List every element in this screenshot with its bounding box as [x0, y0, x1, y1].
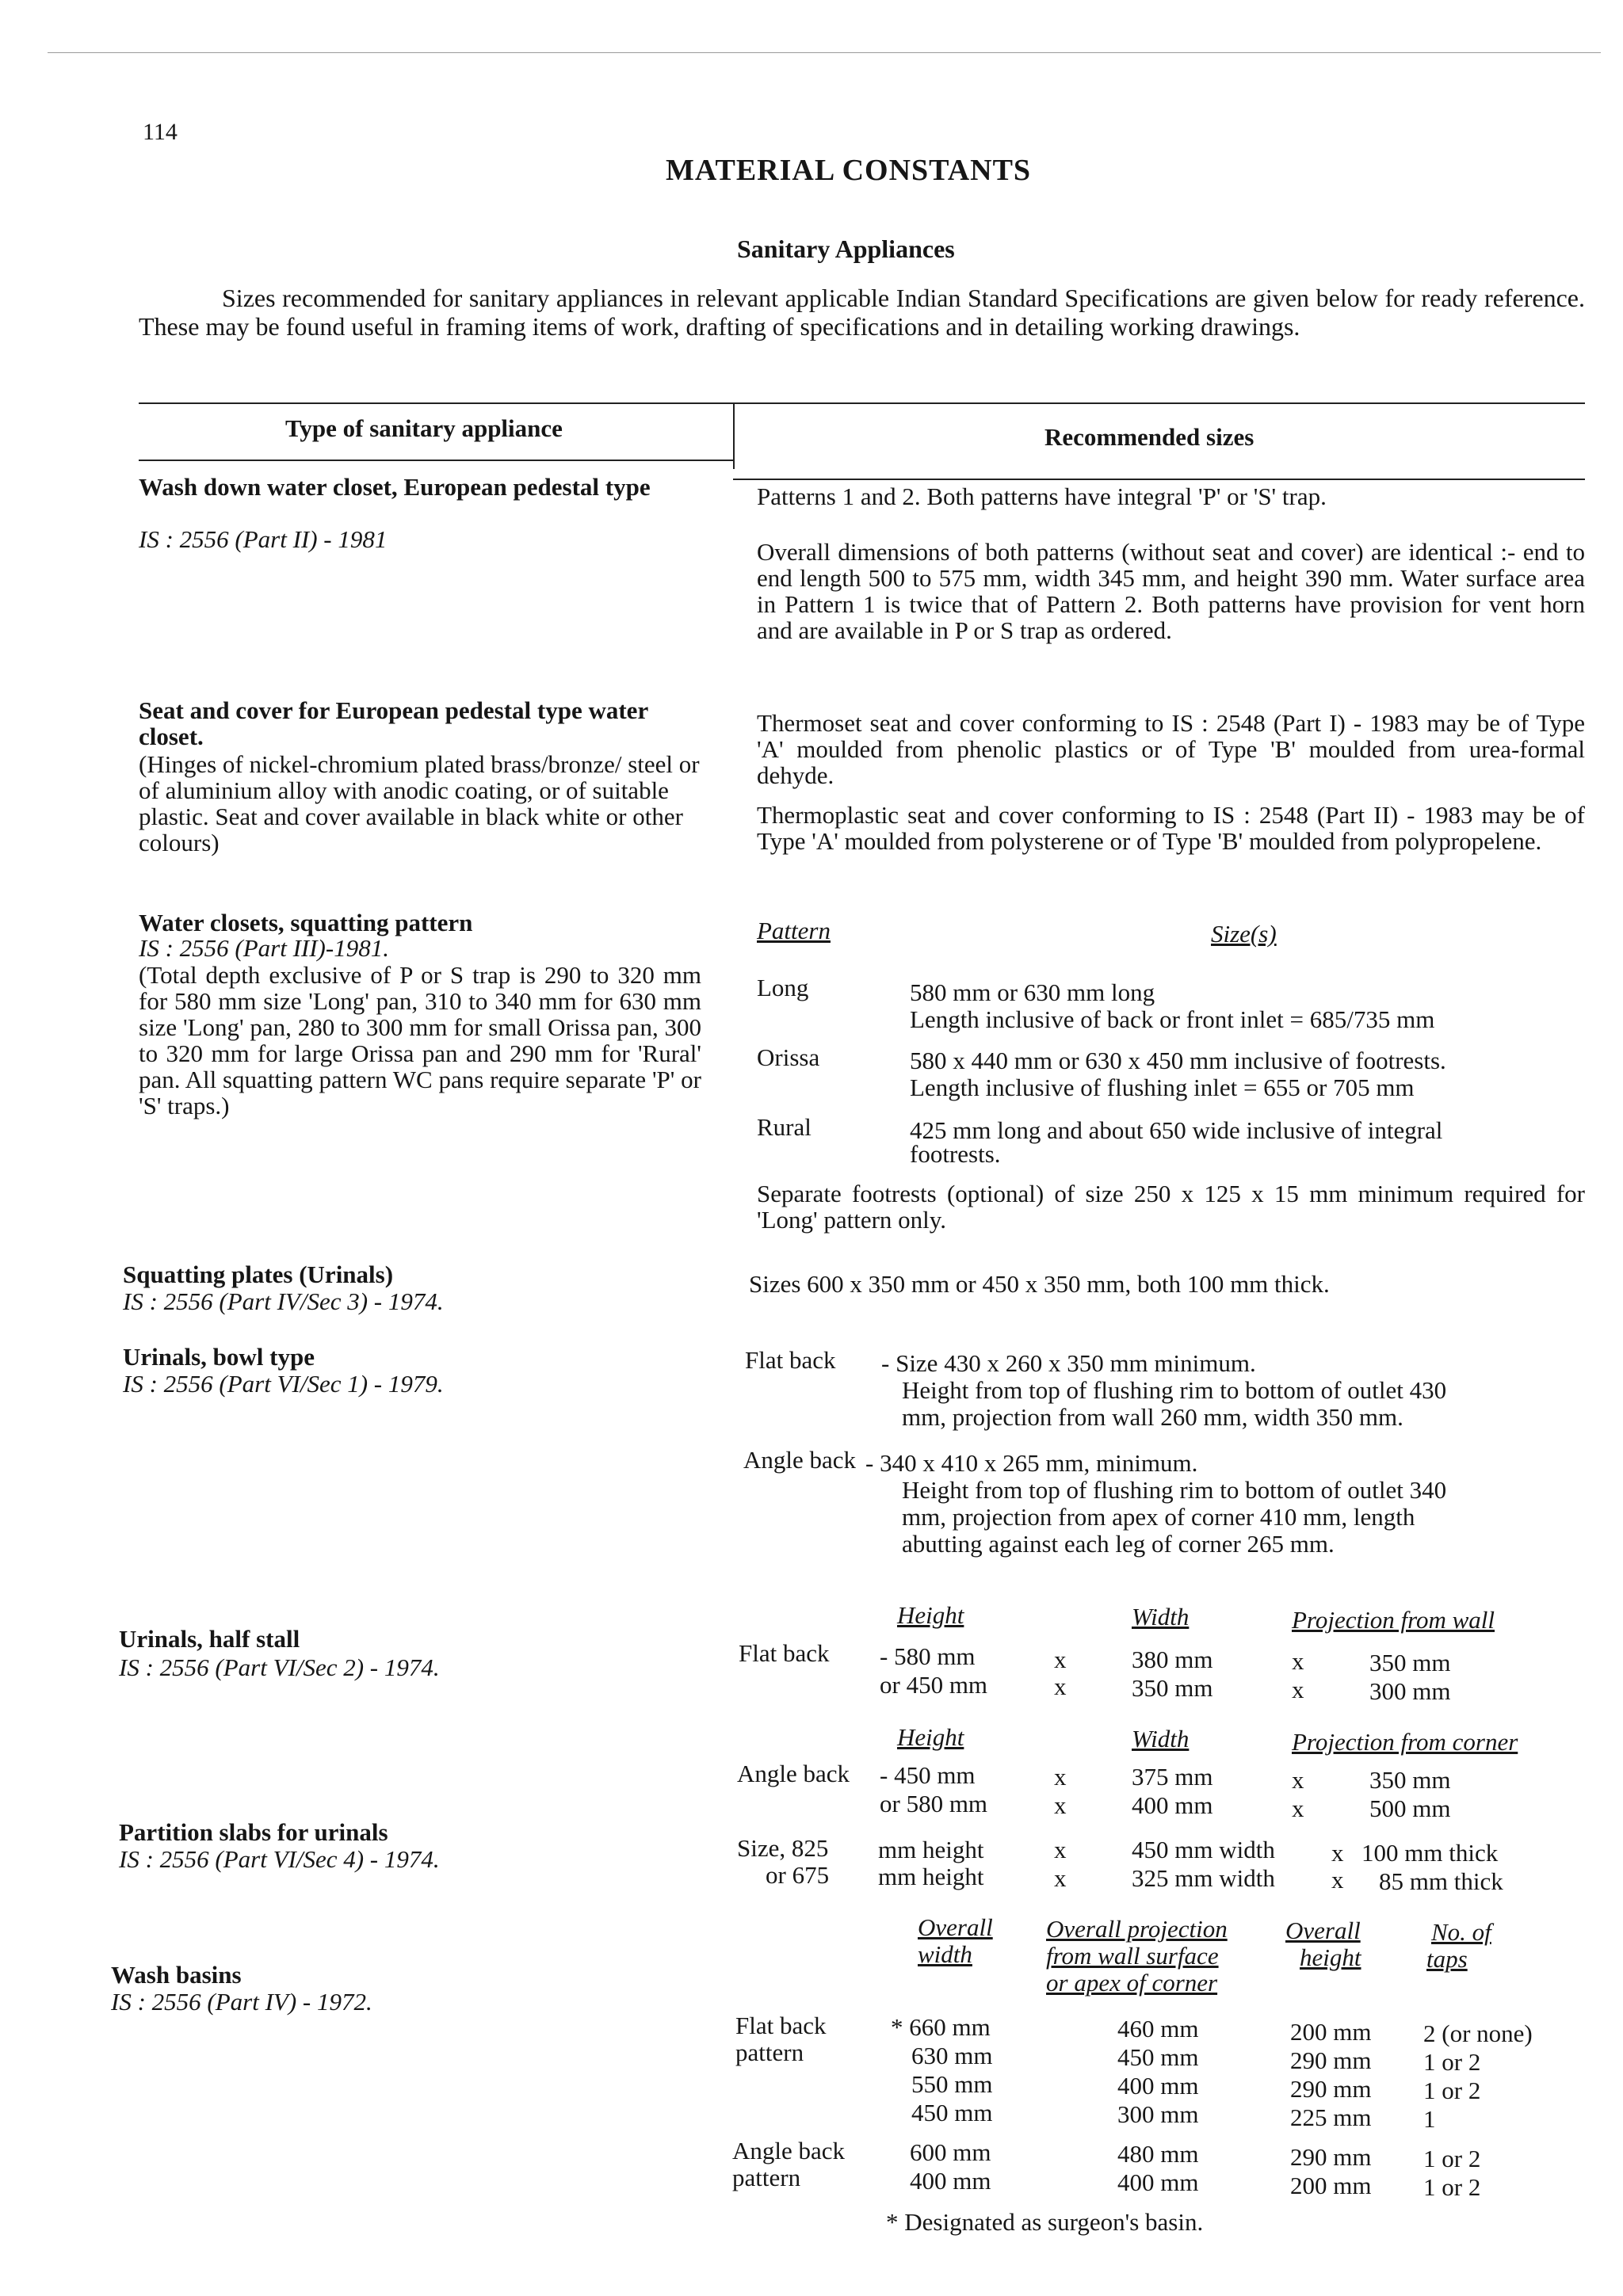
basin-proj-header-2: from wall surface — [1046, 1942, 1219, 1970]
basin-flat-r4-p: 300 mm — [1117, 2100, 1199, 2128]
basin-angle-r1-t: 1 or 2 — [1423, 2145, 1481, 2172]
basin-flat-r4-t: 1 — [1423, 2105, 1436, 2133]
basin-flat-r1-w: * 660 mm — [891, 2013, 991, 2041]
half-stall-flat-w2: 350 mm — [1132, 1674, 1213, 1702]
basin-width-header-1: Overall — [918, 1913, 993, 1941]
half-stall-flat-label: Flat back — [739, 1639, 830, 1667]
basin-flat-r1-p: 460 mm — [1117, 2015, 1199, 2042]
half-stall-angle-h2: or 580 mm — [880, 1790, 988, 1817]
squat-wc-long-length: Length inclusive of back or front inlet = 685/735 mm — [910, 1005, 1435, 1033]
basin-taps-header-1: No. of — [1431, 1918, 1491, 1946]
half-stall-angle-x1a: x — [1054, 1763, 1067, 1791]
half-stall-height-header: Height — [897, 1601, 964, 1629]
basin-flat-r4-h: 225 mm — [1290, 2103, 1372, 2131]
basin-flat-r1-h: 200 mm — [1290, 2018, 1372, 2046]
basin-flat-r3-p: 400 mm — [1117, 2072, 1199, 2100]
squat-plates-sizes: Sizes 600 x 350 mm or 450 x 350 mm, both 100 mm thick. — [749, 1270, 1330, 1298]
basin-flat-label-2: pattern — [735, 2039, 804, 2066]
half-stall-flat-h2: or 450 mm — [880, 1671, 988, 1699]
page-number: 114 — [143, 119, 178, 145]
half-stall-width-header-2: Width — [1132, 1725, 1190, 1753]
partition-is: IS : 2556 (Part VI/Sec 4) - 1974. — [119, 1845, 440, 1873]
half-stall-angle-p1: 350 mm — [1369, 1766, 1451, 1794]
basin-flat-r4-w: 450 mm — [911, 2099, 993, 2126]
basin-angle-r1-p: 480 mm — [1117, 2140, 1199, 2168]
top-scan-line — [48, 52, 1601, 53]
half-stall-flat-x1b: x — [1292, 1647, 1304, 1675]
seat-name: Seat and cover for European pedestal type water closet. — [139, 696, 648, 750]
half-stall-flat-x2b: x — [1292, 1676, 1304, 1703]
squat-wc-long-label: Long — [757, 974, 809, 1001]
squat-wc-note: (Total depth exclusive of P or S trap is 290 to 320 mm for 580 mm size 'Long' pan, 310 to 340 mm for 630 mm size 'Long' pan, 280 to 300 mm for small Orissa pan, 300 to 320 mm for large Orissa pan and 290 mm for 'Rural' pan. All squatting pattern WC pans require separate 'P' or 'S' traps.) — [139, 961, 701, 1119]
partition-r1-b: mm height — [878, 1836, 984, 1863]
urinal-bowl-flat-line-1: - Size 430 x 260 x 350 mm minimum. — [881, 1349, 1256, 1377]
urinal-bowl-name: Urinals, bowl type — [123, 1343, 315, 1371]
urinal-bowl-flat-label: Flat back — [745, 1346, 836, 1374]
basin-angle-r1-h: 290 mm — [1290, 2143, 1372, 2171]
seat-thermoset: Thermoset seat and cover conforming to IS : 2548 (Part I) - 1983 may be of Type 'A' moulded from phenolic plastics or of Type 'B' moulded from urea-formal dehyde. — [757, 709, 1585, 789]
partition-r2-a: or 675 — [766, 1861, 830, 1889]
basin-proj-header-1: Overall projection — [1046, 1915, 1228, 1943]
half-stall-angle-x1b: x — [1292, 1766, 1304, 1794]
urinal-bowl-angle-line-3: mm, projection from apex of corner 410 mm, length — [902, 1503, 1415, 1531]
seat-note: (Hinges of nickel-chromium plated brass/bronze/ steel or of aluminium alloy with anodic coating, or of suitable plastic. Seat and cover available in black white or other colours) — [139, 750, 700, 856]
half-stall-angle-label: Angle back — [737, 1760, 850, 1787]
urinal-bowl-is: IS : 2556 (Part VI/Sec 1) - 1979. — [123, 1370, 444, 1398]
basin-flat-r1-t: 2 (or none) — [1423, 2019, 1533, 2047]
basin-angle-r2-h: 200 mm — [1290, 2172, 1372, 2199]
half-stall-angle-w2: 400 mm — [1132, 1791, 1213, 1819]
half-stall-flat-h1: - 580 mm — [880, 1642, 976, 1670]
half-stall-height-header-2: Height — [897, 1723, 964, 1751]
wc-euro-is: IS : 2556 (Part II) - 1981 — [139, 525, 388, 553]
partition-r2-x1: x — [1054, 1864, 1067, 1892]
partition-r1-d: 100 mm thick — [1361, 1839, 1499, 1867]
partition-r2-c: 325 mm width — [1132, 1864, 1275, 1892]
basin-footnote: * Designated as surgeon's basin. — [886, 2208, 1204, 2236]
urinal-bowl-flat-line-3: mm, projection from wall 260 mm, width 350 mm. — [902, 1403, 1403, 1431]
squat-plates-is: IS : 2556 (Part IV/Sec 3) - 1974. — [123, 1287, 444, 1315]
partition-r2-d: 85 mm thick — [1379, 1867, 1503, 1895]
basin-angle-r2-p: 400 mm — [1117, 2168, 1199, 2196]
urinal-bowl-angle-line-2: Height from top of flushing rim to bottom of outlet 340 — [902, 1476, 1447, 1504]
squat-wc-is: IS : 2556 (Part III)-1981. — [139, 934, 389, 962]
half-stall-flat-x2a: x — [1054, 1672, 1067, 1700]
basin-flat-r3-w: 550 mm — [911, 2070, 993, 2098]
seat-thermoplastic: Thermoplastic seat and cover conforming to IS : 2548 (Part II) - 1983 may be of Type 'A' moulded from polysterene or of Type 'B' moulded from polypropelene. — [757, 801, 1585, 855]
basin-flat-r3-h: 290 mm — [1290, 2075, 1372, 2103]
wash-basins-is: IS : 2556 (Part IV) - 1972. — [111, 1988, 372, 2016]
section-subtitle: Sanitary Appliances — [737, 235, 955, 263]
half-stall-proj-corner-header: Projection from corner — [1292, 1728, 1518, 1756]
partition-r2-b: mm height — [878, 1863, 984, 1890]
half-stall-angle-x2b: x — [1292, 1794, 1304, 1822]
partition-r2-x2: x — [1331, 1866, 1344, 1894]
half-stall-flat-x1a: x — [1054, 1646, 1067, 1673]
basin-flat-label-1: Flat back — [735, 2012, 827, 2039]
intro-paragraph: Sizes recommended for sanitary appliances in relevant applicable Indian Standard Specifications are given below for ready reference. These may be found useful in framing items of work, drafting of specifications and in detailing working drawings. — [139, 284, 1585, 341]
basin-width-header-2: width — [918, 1940, 972, 1968]
squat-wc-orissa-label: Orissa — [757, 1043, 820, 1071]
basin-height-header-2: height — [1300, 1943, 1361, 1971]
basin-angle-r2-t: 1 or 2 — [1423, 2173, 1481, 2201]
wc-euro-dimensions: Overall dimensions of both patterns (without seat and cover) are identical :- end to end length 500 to 575 mm, width 345 mm, and height 390 mm. Water surface area in Pattern 1 is twice that of Pattern 2. Both patterns have provision for vent horn and are available in P or S trap as ordered. — [757, 538, 1585, 644]
squat-wc-footrest-note: Separate footrests (optional) of size 250 x 125 x 15 mm minimum required for 'Long' pattern only. — [757, 1180, 1585, 1234]
half-stall-angle-w1: 375 mm — [1132, 1763, 1213, 1791]
half-stall-flat-p1: 350 mm — [1369, 1649, 1451, 1676]
basin-taps-header-2: taps — [1426, 1945, 1468, 1973]
header-rule-left — [139, 460, 735, 461]
half-stall-width-header: Width — [1132, 1603, 1190, 1630]
urinal-bowl-angle-line-4: abutting against each leg of corner 265 mm. — [902, 1530, 1335, 1558]
half-stall-flat-p2: 300 mm — [1369, 1677, 1451, 1705]
wc-euro-patterns: Patterns 1 and 2. Both patterns have integral 'P' or 'S' trap. — [757, 482, 1327, 510]
basin-flat-r2-h: 290 mm — [1290, 2046, 1372, 2074]
squat-wc-rural-label: Rural — [757, 1113, 812, 1141]
squat-wc-rural-footrests: footrests. — [910, 1140, 1001, 1168]
table-top-rule — [139, 402, 1585, 404]
squat-wc-name: Water closets, squatting pattern — [139, 909, 473, 936]
basin-flat-r3-t: 1 or 2 — [1423, 2077, 1481, 2104]
basin-height-header-1: Overall — [1285, 1917, 1361, 1944]
squat-wc-orissa-length: Length inclusive of flushing inlet = 655 or 705 mm — [910, 1074, 1415, 1101]
urinal-bowl-angle-line-1: - 340 x 410 x 265 mm, minimum. — [865, 1449, 1198, 1477]
header-rule-right — [733, 479, 1585, 480]
partition-r1-x1: x — [1054, 1836, 1067, 1863]
partition-r1-x2: x — [1331, 1839, 1344, 1867]
squat-wc-sizes-header: Size(s) — [1211, 920, 1277, 948]
basin-flat-r2-t: 1 or 2 — [1423, 2048, 1481, 2076]
wash-basins-name: Wash basins — [111, 1961, 242, 1989]
half-stall-flat-w1: 380 mm — [1132, 1646, 1213, 1673]
half-stall-proj-wall-header: Projection from wall — [1292, 1606, 1495, 1634]
basin-angle-r1-w: 600 mm — [910, 2138, 991, 2166]
squat-wc-rural-size: 425 mm long and about 650 wide inclusive of integral — [910, 1116, 1443, 1144]
col1-header: Type of sanitary appliance — [285, 414, 563, 442]
basin-angle-label-1: Angle back — [732, 2137, 846, 2164]
basin-angle-label-2: pattern — [732, 2164, 801, 2191]
col2-header: Recommended sizes — [1044, 423, 1254, 451]
basin-proj-header-3: or apex of corner — [1046, 1969, 1218, 1997]
half-stall-angle-x2a: x — [1054, 1791, 1067, 1819]
partition-r1-c: 450 mm width — [1132, 1836, 1275, 1863]
squat-wc-pattern-header: Pattern — [757, 917, 831, 944]
half-stall-angle-p2: 500 mm — [1369, 1794, 1451, 1822]
page-title: MATERIAL CONSTANTS — [666, 154, 1032, 187]
squat-plates-name: Squatting plates (Urinals) — [123, 1261, 394, 1288]
squat-wc-long-size: 580 mm or 630 mm long — [910, 978, 1155, 1006]
basin-flat-r2-p: 450 mm — [1117, 2043, 1199, 2071]
urinal-bowl-flat-line-2: Height from top of flushing rim to bottom of outlet 430 — [902, 1376, 1447, 1404]
half-stall-name: Urinals, half stall — [119, 1625, 300, 1653]
partition-name: Partition slabs for urinals — [119, 1818, 388, 1846]
basin-angle-r2-w: 400 mm — [910, 2167, 991, 2195]
urinal-bowl-angle-label: Angle back — [743, 1446, 857, 1474]
partition-r1-a: Size, 825 — [737, 1834, 829, 1862]
half-stall-is: IS : 2556 (Part VI/Sec 2) - 1974. — [119, 1653, 440, 1681]
basin-flat-r2-w: 630 mm — [911, 2042, 993, 2069]
squat-wc-orissa-size: 580 x 440 mm or 630 x 450 mm inclusive of footrests. — [910, 1047, 1446, 1074]
wc-euro-name: Wash down water closet, European pedestal type — [139, 473, 651, 501]
half-stall-angle-h1: - 450 mm — [880, 1761, 976, 1789]
